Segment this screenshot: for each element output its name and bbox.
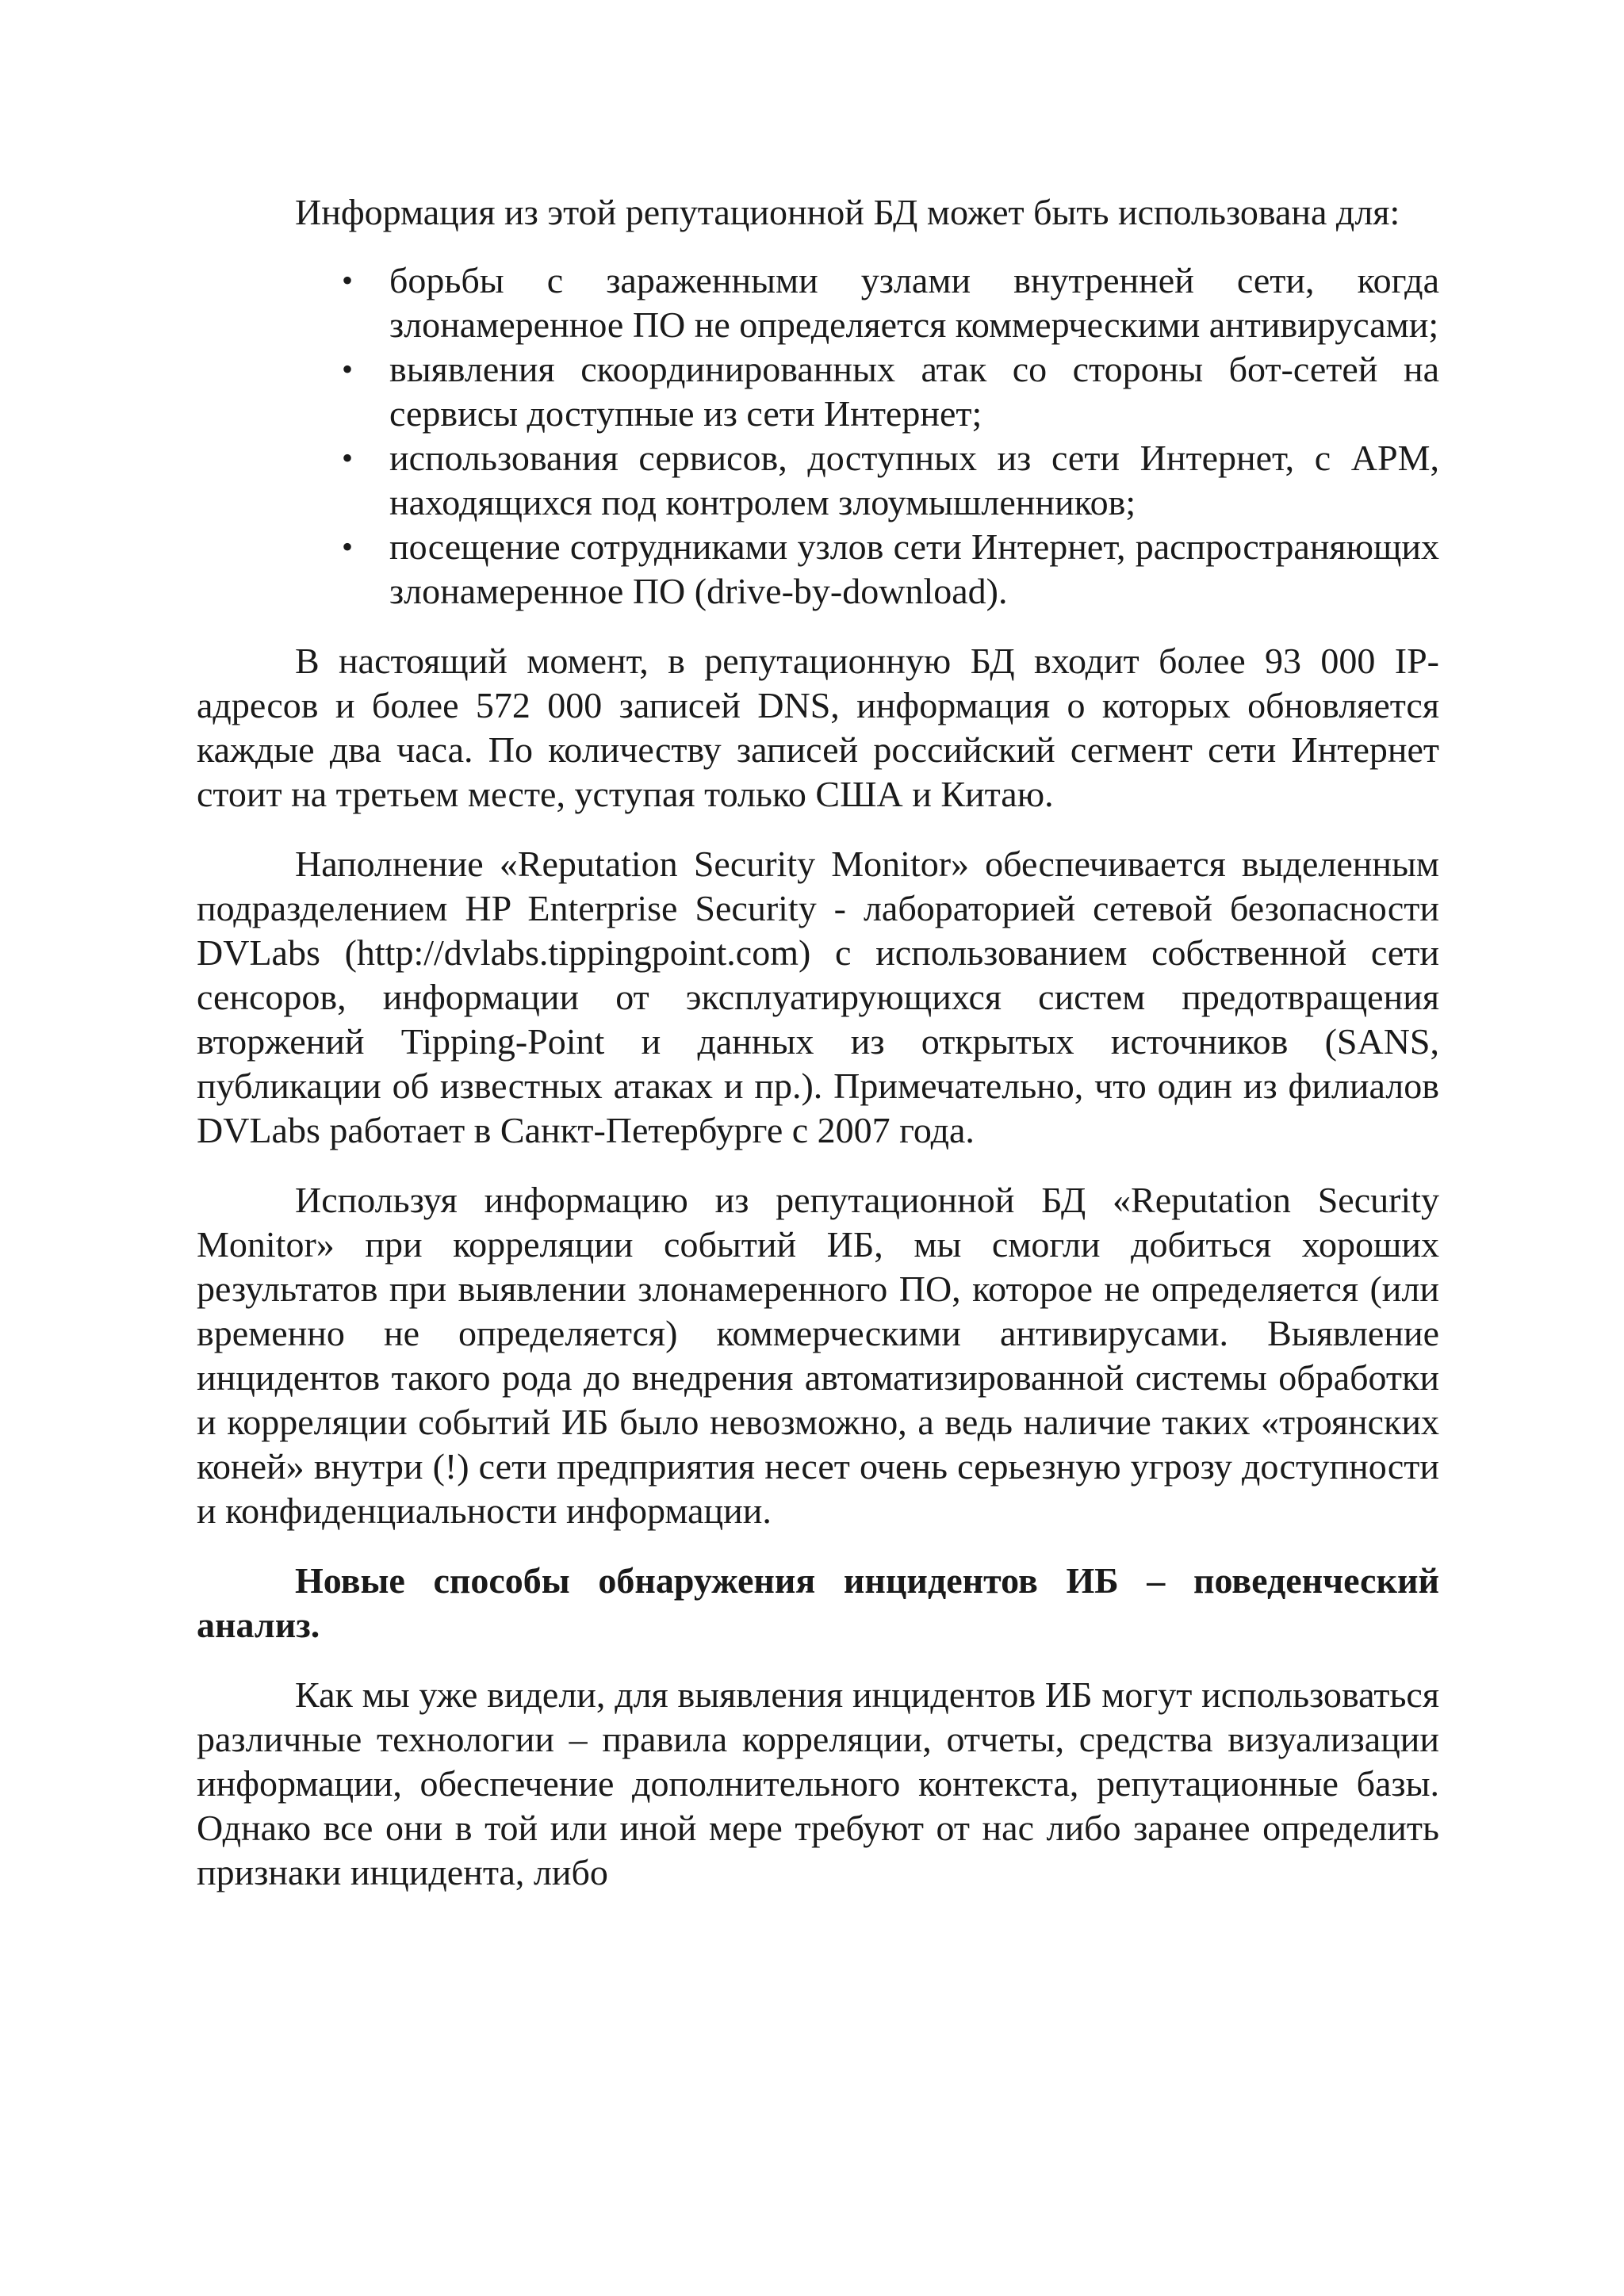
bullet-list [197, 258, 1439, 614]
intro-paragraph: Информация из этой репутационной БД может быть использована для: [295, 192, 1400, 232]
bullet-text: использования сервисов, доступных из сети Интернет, с АРМ, находящихся под контролем злоумышленников; [389, 438, 1439, 522]
bullet-item [342, 258, 1439, 347]
paragraph-correlation-results: Используя информацию из репутационной БД «Reputation Security Monitor» при корреляции событий ИБ, мы смогли добиться хороших результатов при выявлении злонамеренного ПО, которое не определяется (или временно не определяется) коммерческими антивирусами. Выявление инцидентов такого рода до внедрения автоматизированной системы обработки и корреляции событий ИБ было невозможно, а ведь наличие таких «троянских коней» внутри (!) сети предприятия несет очень серьезную угрозу доступности и конфиденциальности информации. [197, 1180, 1439, 1531]
bullet-item [342, 347, 1439, 436]
paragraph-dvlabs: Наполнение «Reputation Security Monitor» обеспечивается выделенным подразделением HP Enterprise Security - лабораторией сетевой безопасности DVLabs (http://dvlabs.tippingpoint.com) с использованием собственной сети сенсоров, информации от эксплуатирующихся систем предотвращения вторжений Tipping-Point и данных из открытых источников (SANS, публикации об известных атаках и пр.). Примечательно, что один из филиалов DVLabs работает в Санкт-Петербурге с 2007 года. [197, 844, 1439, 1150]
bullet-text: посещение сотрудниками узлов сети Интернет, распространяющих злонамеренное ПО (drive-by-download). [389, 526, 1439, 611]
bullet-item [342, 436, 1439, 525]
bullet-icon: • [342, 440, 354, 476]
bullet-text: выявления скоординированных атак со стороны бот-сетей на сервисы доступные из сети Интернет; [389, 349, 1439, 434]
bullet-icon: • [342, 351, 354, 387]
bullet-icon: • [342, 529, 354, 564]
section-heading: Новые способы обнаружения инцидентов ИБ – поведенческий анализ. [197, 1560, 1439, 1645]
document-page [197, 190, 1439, 1920]
paragraph-behavior-analysis: Как мы уже видели, для выявления инцидентов ИБ могут использоваться различные технологии – правила корреляции, отчеты, средства визуализации информации, обеспечение дополнительного контекста, репутационные базы. Однако все они в той или иной мере требуют от нас либо заранее определить признаки инцидента, либо [197, 1674, 1439, 1892]
bullet-icon: • [342, 262, 354, 298]
bullet-text: борьбы с зараженными узлами внутренней сети, когда злонамеренное ПО не определяется коммерческими антивирусами; [389, 260, 1439, 345]
paragraph-reputation-db-size: В настоящий момент, в репутационную БД входит более 93 000 IP-адресов и более 572 000 записей DNS, информация о которых обновляется каждые два часа. По количеству записей российский сегмент сети Интернет стоит на третьем месте, уступая только США и Китаю. [197, 641, 1439, 814]
bullet-item [342, 525, 1439, 614]
